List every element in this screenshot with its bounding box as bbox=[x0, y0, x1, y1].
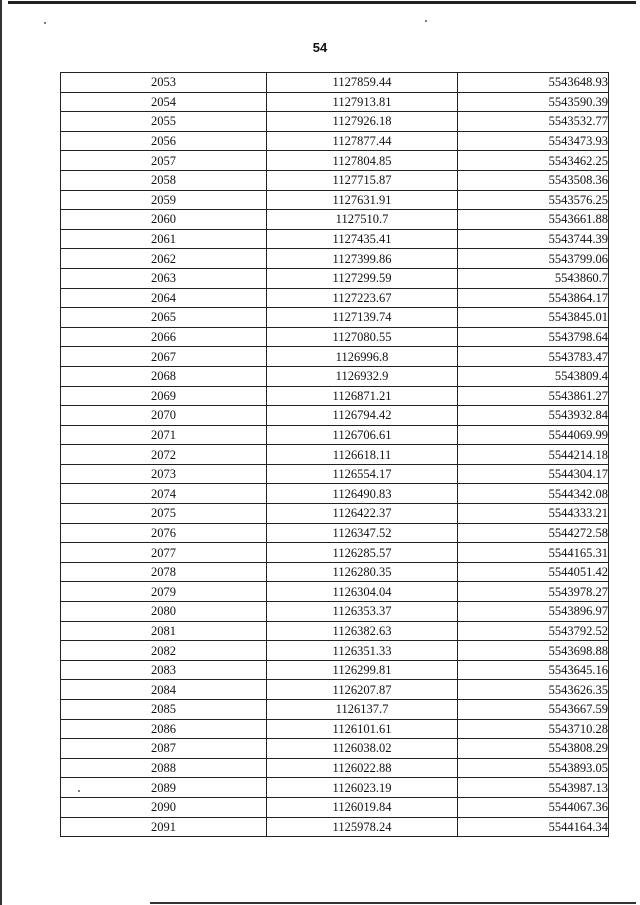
x-coordinate-cell: 1126706.61 bbox=[267, 425, 458, 445]
point-number-cell: 2091 bbox=[61, 817, 267, 837]
scan-speck bbox=[44, 22, 46, 24]
x-coordinate-cell: 1127510.7 bbox=[267, 210, 458, 230]
table-row bbox=[61, 817, 609, 837]
y-coordinate-cell: 5543744.39 bbox=[458, 229, 609, 249]
y-coordinate-cell: 5544214.18 bbox=[458, 445, 609, 465]
x-coordinate-cell: 1127299.59 bbox=[267, 268, 458, 288]
x-coordinate-cell: 1127926.18 bbox=[267, 112, 458, 132]
point-number-cell: 2061 bbox=[61, 229, 267, 249]
x-coordinate-cell: 1126490.83 bbox=[267, 484, 458, 504]
table-row bbox=[61, 484, 609, 504]
table-row bbox=[61, 660, 609, 680]
point-number-cell: 2068 bbox=[61, 366, 267, 386]
x-coordinate-cell: 1126207.87 bbox=[267, 680, 458, 700]
x-coordinate-cell: 1126101.61 bbox=[267, 719, 458, 739]
y-coordinate-cell: 5543508.36 bbox=[458, 170, 609, 190]
y-coordinate-cell: 5543799.06 bbox=[458, 249, 609, 269]
table-row bbox=[61, 758, 609, 778]
x-coordinate-cell: 1126382.63 bbox=[267, 621, 458, 641]
coordinates-table bbox=[60, 72, 609, 837]
y-coordinate-cell: 5543809.4 bbox=[458, 366, 609, 386]
y-coordinate-cell: 5544069.99 bbox=[458, 425, 609, 445]
x-coordinate-cell: 1127913.81 bbox=[267, 92, 458, 112]
y-coordinate-cell: 5543648.93 bbox=[458, 73, 609, 93]
y-coordinate-cell: 5543462.25 bbox=[458, 151, 609, 171]
x-coordinate-cell: 1126038.02 bbox=[267, 739, 458, 759]
table-row bbox=[61, 406, 609, 426]
x-coordinate-cell: 1126353.37 bbox=[267, 602, 458, 622]
y-coordinate-cell: 5543987.13 bbox=[458, 778, 609, 798]
table-row bbox=[61, 425, 609, 445]
y-coordinate-cell: 5543645.16 bbox=[458, 660, 609, 680]
x-coordinate-cell: 1126299.81 bbox=[267, 660, 458, 680]
point-number-cell: 2077 bbox=[61, 543, 267, 563]
y-coordinate-cell: 5543932.84 bbox=[458, 406, 609, 426]
coordinates-table-body bbox=[61, 73, 609, 837]
table-row bbox=[61, 327, 609, 347]
point-number-cell: 2083 bbox=[61, 660, 267, 680]
y-coordinate-cell: 5543808.29 bbox=[458, 739, 609, 759]
y-coordinate-cell: 5543590.39 bbox=[458, 92, 609, 112]
table-row bbox=[61, 504, 609, 524]
table-row bbox=[61, 700, 609, 720]
y-coordinate-cell: 5543576.25 bbox=[458, 190, 609, 210]
y-coordinate-cell: 5543698.88 bbox=[458, 641, 609, 661]
point-number-cell: 2071 bbox=[61, 425, 267, 445]
point-number-cell: 2059 bbox=[61, 190, 267, 210]
y-coordinate-cell: 5543532.77 bbox=[458, 112, 609, 132]
table-row bbox=[61, 190, 609, 210]
y-coordinate-cell: 5543861.27 bbox=[458, 386, 609, 406]
y-coordinate-cell: 5543626.35 bbox=[458, 680, 609, 700]
scan-edge-left bbox=[0, 0, 2, 905]
point-number-cell: 2073 bbox=[61, 464, 267, 484]
table-row bbox=[61, 92, 609, 112]
table-row bbox=[61, 739, 609, 759]
point-number-cell: 2082 bbox=[61, 641, 267, 661]
table-row bbox=[61, 523, 609, 543]
point-number-cell: 2058 bbox=[61, 170, 267, 190]
table-row bbox=[61, 641, 609, 661]
table-row bbox=[61, 366, 609, 386]
y-coordinate-cell: 5543978.27 bbox=[458, 582, 609, 602]
table-row bbox=[61, 131, 609, 151]
x-coordinate-cell: 1127877.44 bbox=[267, 131, 458, 151]
point-number-cell: 2074 bbox=[61, 484, 267, 504]
y-coordinate-cell: 5543661.88 bbox=[458, 210, 609, 230]
x-coordinate-cell: 1127715.87 bbox=[267, 170, 458, 190]
point-number-cell: 2054 bbox=[61, 92, 267, 112]
table-row bbox=[61, 582, 609, 602]
y-coordinate-cell: 5543667.59 bbox=[458, 700, 609, 720]
x-coordinate-cell: 1127435.41 bbox=[267, 229, 458, 249]
page-number: 54 bbox=[312, 40, 328, 55]
y-coordinate-cell: 5543473.93 bbox=[458, 131, 609, 151]
point-number-cell: 2066 bbox=[61, 327, 267, 347]
y-coordinate-cell: 5544304.17 bbox=[458, 464, 609, 484]
x-coordinate-cell: 1126794.42 bbox=[267, 406, 458, 426]
point-number-cell: 2056 bbox=[61, 131, 267, 151]
y-coordinate-cell: 5544067.36 bbox=[458, 797, 609, 817]
y-coordinate-cell: 5544051.42 bbox=[458, 562, 609, 582]
table-row bbox=[61, 73, 609, 93]
point-number-cell: 2067 bbox=[61, 347, 267, 367]
x-coordinate-cell: 1126422.37 bbox=[267, 504, 458, 524]
table-row bbox=[61, 229, 609, 249]
y-coordinate-cell: 5544333.21 bbox=[458, 504, 609, 524]
y-coordinate-cell: 5544165.31 bbox=[458, 543, 609, 563]
table-row bbox=[61, 543, 609, 563]
x-coordinate-cell: 1126932.9 bbox=[267, 366, 458, 386]
point-number-cell: 2064 bbox=[61, 288, 267, 308]
point-number-cell: 2069 bbox=[61, 386, 267, 406]
point-number-cell: 2053 bbox=[61, 73, 267, 93]
x-coordinate-cell: 1126871.21 bbox=[267, 386, 458, 406]
table-row bbox=[61, 778, 609, 798]
point-number-cell: 2087 bbox=[61, 739, 267, 759]
table-row bbox=[61, 347, 609, 367]
table-row bbox=[61, 719, 609, 739]
x-coordinate-cell: 1126554.17 bbox=[267, 464, 458, 484]
x-coordinate-cell: 1126347.52 bbox=[267, 523, 458, 543]
table-row bbox=[61, 288, 609, 308]
y-coordinate-cell: 5543798.64 bbox=[458, 327, 609, 347]
table-row bbox=[61, 249, 609, 269]
table-row bbox=[61, 602, 609, 622]
point-number-cell: 2090 bbox=[61, 797, 267, 817]
y-coordinate-cell: 5543710.28 bbox=[458, 719, 609, 739]
point-number-cell: 2070 bbox=[61, 406, 267, 426]
point-number-cell: 2084 bbox=[61, 680, 267, 700]
y-coordinate-cell: 5543896.97 bbox=[458, 602, 609, 622]
scan-edge-bottom bbox=[150, 902, 636, 904]
table-row bbox=[61, 151, 609, 171]
point-number-cell: 2060 bbox=[61, 210, 267, 230]
x-coordinate-cell: 1126022.88 bbox=[267, 758, 458, 778]
y-coordinate-cell: 5543860.7 bbox=[458, 268, 609, 288]
y-coordinate-cell: 5543845.01 bbox=[458, 308, 609, 328]
point-number-cell: 2086 bbox=[61, 719, 267, 739]
x-coordinate-cell: 1126285.57 bbox=[267, 543, 458, 563]
point-number-cell: 2063 bbox=[61, 268, 267, 288]
point-number-cell: 2089 bbox=[61, 778, 267, 798]
x-coordinate-cell: 1127139.74 bbox=[267, 308, 458, 328]
table-row bbox=[61, 112, 609, 132]
x-coordinate-cell: 1126304.04 bbox=[267, 582, 458, 602]
table-row bbox=[61, 308, 609, 328]
y-coordinate-cell: 5543893.05 bbox=[458, 758, 609, 778]
x-coordinate-cell: 1125978.24 bbox=[267, 817, 458, 837]
point-number-cell: 2081 bbox=[61, 621, 267, 641]
x-coordinate-cell: 1127631.91 bbox=[267, 190, 458, 210]
point-number-cell: 2085 bbox=[61, 700, 267, 720]
scan-speck bbox=[425, 20, 427, 22]
point-number-cell: 2062 bbox=[61, 249, 267, 269]
scan-edge-top bbox=[8, 1, 636, 4]
point-number-cell: 2076 bbox=[61, 523, 267, 543]
x-coordinate-cell: 1126137.7 bbox=[267, 700, 458, 720]
y-coordinate-cell: 5543864.17 bbox=[458, 288, 609, 308]
table-row bbox=[61, 170, 609, 190]
point-number-cell: 2057 bbox=[61, 151, 267, 171]
x-coordinate-cell: 1127223.67 bbox=[267, 288, 458, 308]
x-coordinate-cell: 1126996.8 bbox=[267, 347, 458, 367]
y-coordinate-cell: 5544272.58 bbox=[458, 523, 609, 543]
point-number-cell: 2080 bbox=[61, 602, 267, 622]
x-coordinate-cell: 1126351.33 bbox=[267, 641, 458, 661]
table-row bbox=[61, 268, 609, 288]
table-row bbox=[61, 445, 609, 465]
point-number-cell: 2079 bbox=[61, 582, 267, 602]
x-coordinate-cell: 1127804.85 bbox=[267, 151, 458, 171]
x-coordinate-cell: 1126023.19 bbox=[267, 778, 458, 798]
point-number-cell: 2078 bbox=[61, 562, 267, 582]
y-coordinate-cell: 5544164.34 bbox=[458, 817, 609, 837]
point-number-cell: 2075 bbox=[61, 504, 267, 524]
table-row bbox=[61, 386, 609, 406]
point-number-cell: 2072 bbox=[61, 445, 267, 465]
table-row bbox=[61, 464, 609, 484]
x-coordinate-cell: 1127859.44 bbox=[267, 73, 458, 93]
y-coordinate-cell: 5543792.52 bbox=[458, 621, 609, 641]
point-number-cell: 2088 bbox=[61, 758, 267, 778]
y-coordinate-cell: 5544342.08 bbox=[458, 484, 609, 504]
table-row bbox=[61, 797, 609, 817]
table-row bbox=[61, 562, 609, 582]
table-row bbox=[61, 621, 609, 641]
y-coordinate-cell: 5543783.47 bbox=[458, 347, 609, 367]
x-coordinate-cell: 1126280.35 bbox=[267, 562, 458, 582]
x-coordinate-cell: 1127080.55 bbox=[267, 327, 458, 347]
point-number-cell: 2065 bbox=[61, 308, 267, 328]
x-coordinate-cell: 1126019.84 bbox=[267, 797, 458, 817]
point-number-cell: 2055 bbox=[61, 112, 267, 132]
table-row bbox=[61, 680, 609, 700]
x-coordinate-cell: 1126618.11 bbox=[267, 445, 458, 465]
x-coordinate-cell: 1127399.86 bbox=[267, 249, 458, 269]
table-row bbox=[61, 210, 609, 230]
